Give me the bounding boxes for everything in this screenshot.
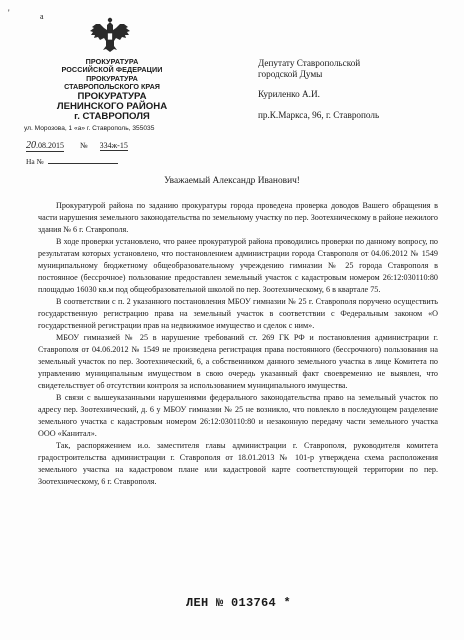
reg-date-day: 20 — [26, 140, 36, 151]
reg-number: 334ж-15 — [99, 141, 128, 150]
letter-body — [38, 200, 438, 488]
reg-no-label: № — [80, 141, 88, 150]
paragraph: МБОУ гимназией № 25 в нарушение требований ст. 269 ГК РФ и постановления администрации г. Ставрополя от 04.06.2012 № 1549 не произведена регистрация права постоянного (бессрочного) пользования на земельный участок по пер. Зоотехнический, 6, а собственником данного земельного участка в лице Комитета по управлению муниципальным имуществом в свою очередь указанный факт своевременно не выявлен, что свидетельствует об отсутствии контроля за использованием муниципального имущества. — [38, 333, 438, 390]
form-serial-number: ЛЕН № 013764 * — [186, 596, 292, 610]
paragraph: В соответствии с п. 2 указанного постановления МБОУ гимназии № 25 г. Ставрополя поручено осуществить государственную регистрацию права на земельный участок в соответствии с Федеральным законом «О государственной регистрации прав на недвижимое имущество и сделок с ним». — [38, 297, 438, 330]
registration-line — [26, 140, 128, 152]
issuer-letterhead — [36, 58, 188, 122]
recipient-block — [258, 58, 379, 121]
recipient-title-1: Депутату Ставропольской — [258, 58, 361, 68]
recipient-name: Куриленко А.И. — [258, 89, 320, 100]
salutation: Уважаемый Александр Иванович! — [164, 176, 300, 186]
paragraph: Прокуратурой района по заданию прокуратуры города проведена проверка доводов Вашего обращения в части нарушения земельного законодательства по земельному участку по пер. Зоотехническому в районе нежилого здания № 6 г. Ставрополя. — [38, 201, 438, 234]
paragraph: В связи с вышеуказанными нарушениями федерального законодательства право на земельный участок по адресу пер. Зоотехнический, д. 6 у МБОУ гимназии № 25 не возникло, что повлекло в последующем разделение земельного участка с кадастровым номером 26:12:030110:80 и незаконную передачу части земельного участка ООО «Канитал». — [38, 393, 438, 438]
corner-mark: ' — [8, 8, 10, 18]
recipient-address: пр.К.Маркса, 96, г. Ставрополь — [258, 109, 380, 120]
corner-mark-2: a — [40, 12, 44, 21]
paragraph: В ходе проверки установлено, что ранее прокуратурой района проводились проверки по данному вопросу, по результатам которых установлено, что постановлением администрации города Ставрополя от 04.06.2012 № 1549 муниципальному бюджетному общеобразовательному учреждению гимназии № 25 города Ставрополя в постоянное (бессрочное) пользование предоставлен земельный участок с кадастровым номером 26:12:030110:80 площадью 16030 кв.м под общеобразовательной школой по пер. Зоотехническому, 6 в квартале 75. — [38, 237, 438, 294]
reference-line — [26, 157, 118, 166]
org-line-district: ПРОКУРАТУРА ЛЕНИНСКОГО РАЙОНА г. СТАВРОПОЛЯ — [56, 91, 168, 123]
reg-date-rest: .08.2015 — [36, 141, 64, 150]
org-line-federation: ПРОКУРАТУРА РОССИЙСКОЙ ФЕДЕРАЦИИ — [61, 57, 163, 74]
double-headed-eagle-emblem-icon — [86, 16, 134, 56]
ref-label: На № — [26, 157, 44, 166]
issuer-address: ул. Морозова, 1 «а» г. Ставрополь, 355035 — [24, 125, 155, 132]
paragraph: Так, распоряжением и.о. заместителя главы администрации г. Ставрополя, руководителя комитета градостроительства администрации г. Ставрополя от 18.01.2013 № 101-р утверждена схема расположения земельного участка на кадастровом плане или кадастровой карте соответствующей территории по пер. Зоотехническому, 6 г. Ставрополя. — [38, 441, 438, 486]
recipient-title-2: городской Думы — [258, 69, 323, 80]
org-line-region: ПРОКУРАТУРА СТАВРОПОЛЬСКОГО КРАЯ — [64, 74, 160, 91]
